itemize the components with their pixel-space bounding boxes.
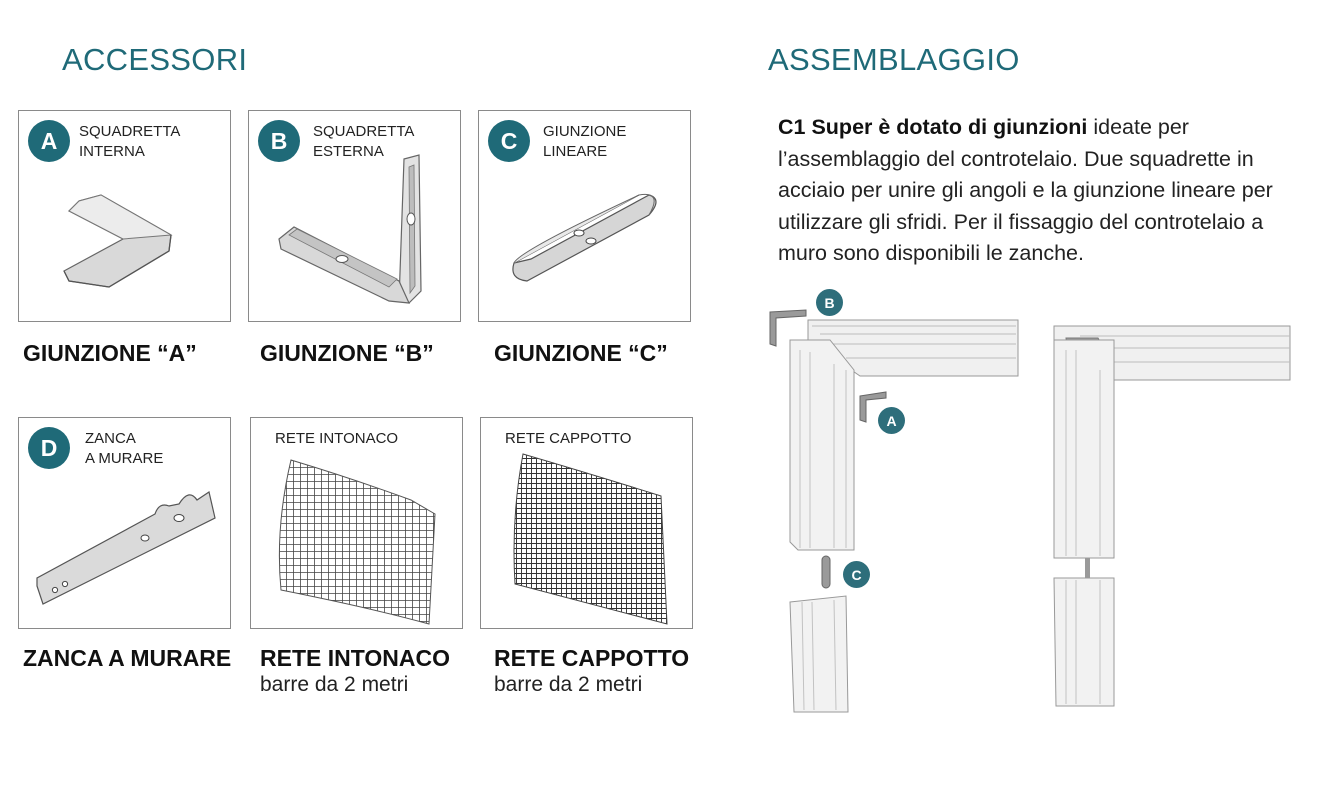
diagram-badge-b: B bbox=[816, 289, 843, 316]
plaster-mesh-illustration bbox=[251, 418, 463, 629]
exploded-frame bbox=[770, 310, 1018, 712]
badge-a: A bbox=[28, 120, 70, 162]
badge-b: B bbox=[258, 120, 300, 162]
caption-giunzione-c: GIUNZIONE “C” bbox=[494, 340, 668, 366]
badge-d: D bbox=[28, 427, 70, 469]
accessory-box-a bbox=[18, 110, 231, 322]
assembled-frame bbox=[1054, 326, 1290, 706]
tag-giunzione-lineare: GIUNZIONE LINEARE bbox=[543, 123, 627, 160]
assemblaggio-title: ASSEMBLAGGIO bbox=[768, 42, 1020, 77]
description-rest: ideate per l’assemblaggio del controtelaio. Due squadrette in acciaio per unire gli angoli e la giunzione lineare per utilizzare gli sfridi. Per il fissaggio del controtelaio a muro sono disponibili le zanche. bbox=[778, 115, 1273, 265]
accessory-box-d bbox=[18, 417, 231, 629]
assemblaggio-description bbox=[778, 112, 1318, 270]
caption-zanca-a-murare: ZANCA A MURARE bbox=[23, 645, 232, 671]
caption-giunzione-b: GIUNZIONE “B” bbox=[260, 340, 434, 366]
description-bold: C1 Super è dotato di giunzioni bbox=[778, 115, 1088, 139]
tag-rete-intonaco: RETE INTONACO bbox=[275, 430, 399, 447]
tag-zanca-a-murare: ZANCA A MURARE bbox=[85, 430, 164, 467]
sub-rete-cappotto: barre da 2 metri bbox=[494, 673, 643, 696]
outer-bracket-illustration bbox=[249, 111, 461, 322]
tag-rete-cappotto: RETE CAPPOTTO bbox=[505, 430, 632, 447]
tag-squadretta-interna: SQUADRETTA INTERNA bbox=[79, 123, 181, 160]
accessory-box-rete-cappotto bbox=[480, 417, 693, 629]
sub-rete-intonaco: barre da 2 metri bbox=[260, 673, 409, 696]
diagram-badge-c: C bbox=[843, 561, 870, 588]
assembly-diagram bbox=[750, 280, 1310, 720]
accessori-title: ACCESSORI bbox=[62, 42, 248, 77]
linear-joint-illustration bbox=[479, 111, 691, 322]
badge-c: C bbox=[488, 120, 530, 162]
accessory-box-rete-intonaco bbox=[250, 417, 463, 629]
caption-rete-cappotto: RETE CAPPOTTO bbox=[494, 645, 690, 671]
wall-anchor-illustration bbox=[19, 418, 231, 629]
accessory-box-b bbox=[248, 110, 461, 322]
diagram-badge-a: A bbox=[878, 407, 905, 434]
tag-squadretta-esterna: SQUADRETTA ESTERNA bbox=[313, 123, 415, 160]
inner-bracket-illustration bbox=[19, 111, 231, 322]
caption-rete-intonaco: RETE INTONACO bbox=[260, 645, 450, 671]
accessory-box-c bbox=[478, 110, 691, 322]
coat-mesh-illustration bbox=[481, 418, 693, 629]
caption-giunzione-a: GIUNZIONE “A” bbox=[23, 340, 197, 366]
